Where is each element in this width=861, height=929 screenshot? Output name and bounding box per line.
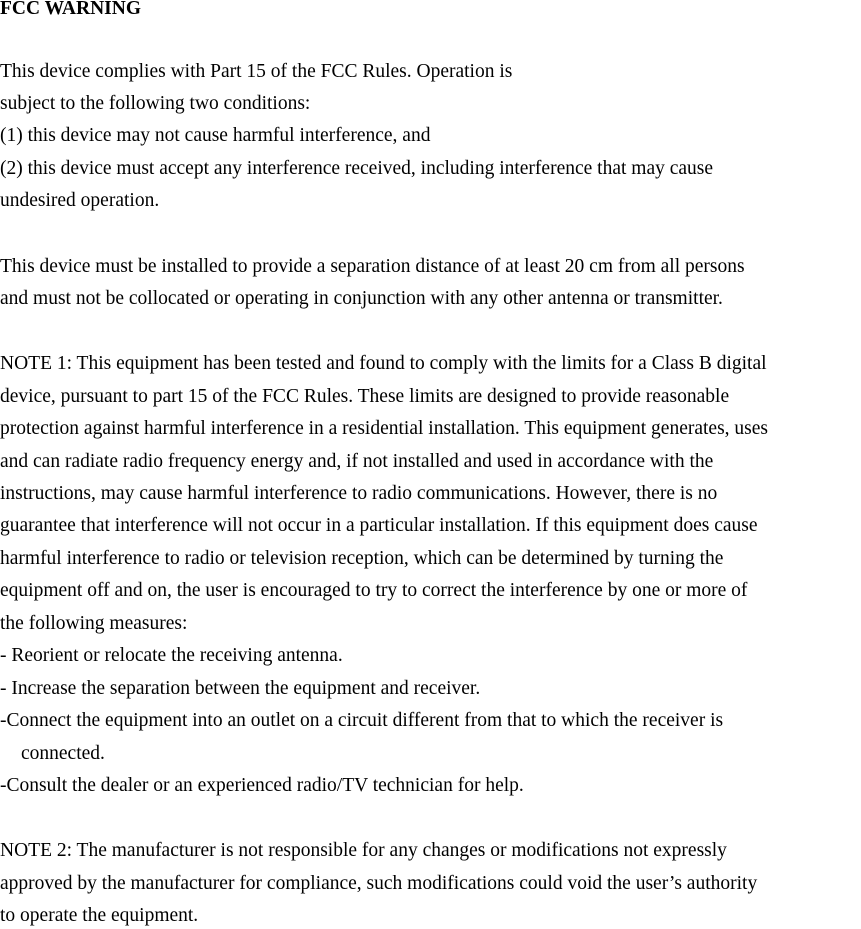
note1-line: guarantee that interference will not occur in a particular installation. If this equipment does cause (0, 515, 758, 536)
note1-line: the following measures: (0, 613, 188, 634)
measure-item: -Consult the dealer or an experienced radio/TV technician for help. (0, 775, 524, 796)
measure-item: - Increase the separation between the equipment and receiver. (0, 678, 481, 699)
condition-2-line-2: undesired operation. (0, 190, 160, 211)
note1-line: instructions, may cause harmful interference to radio communications. However, there is no (0, 483, 718, 504)
note1-line: NOTE 1: This equipment has been tested and found to comply with the limits for a Class B digital (0, 353, 767, 374)
note2-line: approved by the manufacturer for compliance, such modifications could void the user’s authority (0, 873, 758, 894)
measure-item-continuation: connected. (21, 743, 105, 764)
condition-2-line-1: (2) this device must accept any interference received, including interference that may cause (0, 158, 714, 179)
note1-line: harmful interference to radio or television reception, which can be determined by turning the (0, 548, 724, 569)
note1-line: equipment off and on, the user is encouraged to try to correct the interference by one or more of (0, 580, 748, 601)
measure-item: -Connect the equipment into an outlet on a circuit different from that to which the receiver is (0, 710, 724, 731)
separation-line-2: and must not be collocated or operating in conjunction with any other antenna or transmitter. (0, 288, 723, 309)
separation-line-1: This device must be installed to provide a separation distance of at least 20 cm from all persons (0, 256, 745, 277)
note1-line: protection against harmful interference in a residential installation. This equipment generates, uses (0, 418, 769, 439)
compliance-line-2: subject to the following two conditions: (0, 93, 311, 114)
note2-line: NOTE 2: The manufacturer is not responsible for any changes or modifications not expressly (0, 840, 727, 861)
condition-1: (1) this device may not cause harmful interference, and (0, 125, 431, 146)
document-title: FCC WARNING (0, 0, 142, 19)
note2-line: to operate the equipment. (0, 905, 199, 926)
compliance-line-1: This device complies with Part 15 of the FCC Rules. Operation is (0, 61, 513, 82)
note1-line: device, pursuant to part 15 of the FCC Rules. These limits are designed to provide reasonable (0, 386, 730, 407)
note1-line: and can radiate radio frequency energy and, if not installed and used in accordance with the (0, 451, 714, 472)
measure-item: - Reorient or relocate the receiving antenna. (0, 645, 343, 666)
